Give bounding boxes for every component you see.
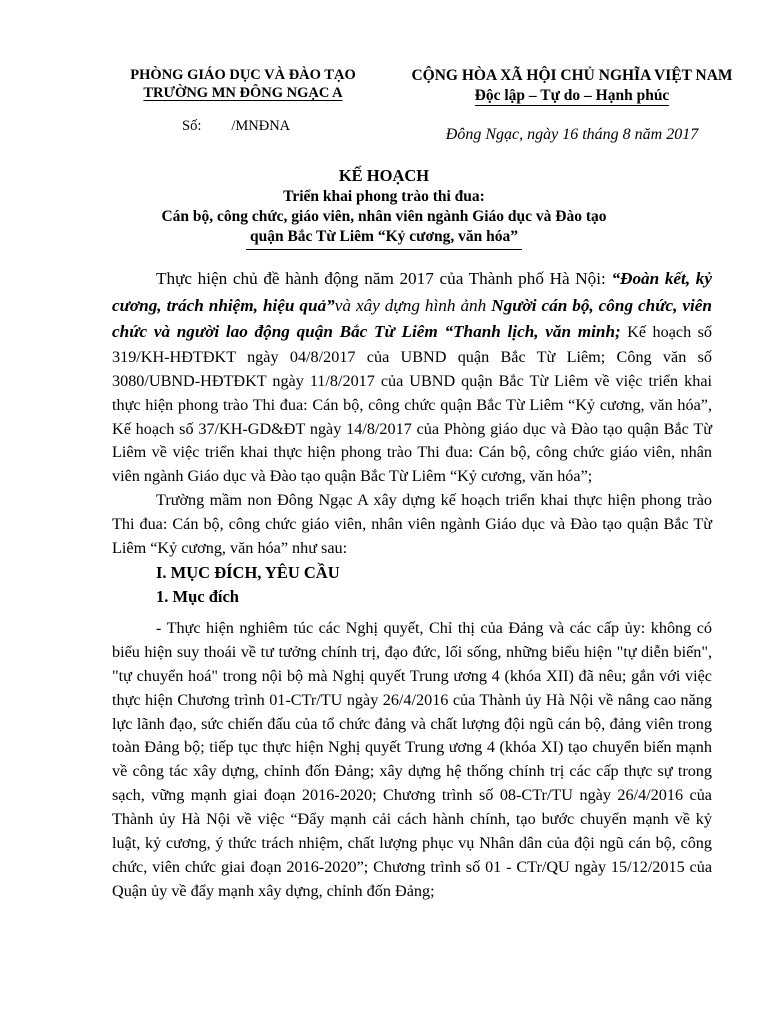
title-subtitle-2: Cán bộ, công chức, giáo viên, nhân viên ngành Giáo dục và Đào tạo: [161, 208, 607, 225]
document-body: [112, 266, 712, 904]
school-name: TRƯỜNG MN ĐÔNG NGẠC A: [143, 85, 343, 101]
title-subtitle-1: Triển khai phong trào thi đua:: [283, 188, 485, 205]
document-number: [182, 118, 290, 135]
document-number-code: /MNĐNA: [231, 118, 291, 134]
document-number-label: Số:: [182, 118, 202, 134]
department-name: PHÒNG GIÁO DỤC VÀ ĐÀO TẠO: [130, 67, 356, 83]
national-name: CỘNG HÒA XÃ HỘI CHỦ NGHĨA VIỆT NAM: [411, 67, 733, 84]
intro-text-c: và xây dựng hình ảnh: [334, 295, 492, 315]
intro-image-phrase: Người cán bộ, công chức, viên chức và người lao động quận Bắc Từ Liêm “Thanh lịch, văn minh;: [112, 295, 712, 342]
document-title: KẾ HOẠCH: [338, 166, 430, 185]
issuing-agency-header: [108, 66, 378, 102]
national-motto: Độc lập – Tự do – Hạnh phúc: [474, 87, 670, 104]
intro-slogan: “Đoàn kết, kỷ cương, trách nhiệm, hiệu quả”: [112, 269, 712, 315]
document-date: Đông Ngạc, ngày 16 tháng 8 năm 2017: [445, 126, 699, 143]
document-title-block: [100, 165, 668, 250]
school-plan-paragraph: Trường mầm non Đông Ngạc A xây dựng kế hoạch triển khai thực hiện phong trào Thi đua: Cán bộ, công chức giáo viên, nhân viên ngành Giáo dục và Đào tạo quận Bắc Từ Liêm “Kỷ cương, văn hóa” như sau:: [112, 491, 712, 558]
national-header: [384, 66, 760, 106]
intro-text-e: Kế hoạch số 319/KH-HĐTĐKT ngày 04/8/2017 của UBND quận Bắc Từ Liêm; Công văn số 3080/UBND-HĐTĐKT ngày 11/8/2017 của UBND quận Bắc Từ Liêm về việc triển khai thực hiện phong trào Thi đua: Cán bộ, công chức quận Bắc Từ Liêm “Kỷ cương, văn hóa”, Kế hoạch số 37/KH-GD&ĐT ngày 14/8/2017 của Phòng giáo dục và Đào tạo quận Bắc Từ Liêm về việc triển khai thực hiện phong trào Thi đua: Cán bộ, công chức giáo viên, nhân viên ngành Giáo dục và Đào tạo quận Bắc Từ Liêm “Kỷ cương, văn hóa”;: [112, 323, 713, 486]
section-heading-1: I. MỤC ĐÍCH, YÊU CẦU: [156, 562, 340, 582]
title-subtitle-3: quận Bắc Từ Liêm “Kỷ cương, văn hóa”: [246, 227, 522, 250]
intro-paragraph: [112, 266, 712, 489]
intro-text-a: Thực hiện chủ đề hành động năm 2017 của Thành phố Hà Nội:: [156, 269, 612, 288]
purpose-paragraph: - Thực hiện nghiêm túc các Nghị quyết, Chỉ thị của Đảng và các cấp ủy: không có biểu hiện suy thoái về tư tưởng chính trị, đạo đức, lối sống, những biểu hiện "tự diễn biến", "tự chuyển hoá" trong nội bộ mà Nghị quyết Trung ương 4 (khóa XII) đã nêu; gắn với việc thực hiện Chương trình 01-CTr/TU ngày 26/4/2016 của Thành ủy Hà Nội về nâng cao năng lực lãnh đạo, sức chiến đấu của tổ chức đảng và chất lượng đội ngũ cán bộ, đảng viên trong toàn Đảng bộ; tiếp tục thực hiện Nghị quyết Trung ương 4 (khóa XI) tạo chuyển biến mạnh về công tác xây dựng, chỉnh đốn Đảng; xây dựng hệ thống chính trị các cấp thực sự trong sạch, vững mạnh giai đoạn 2016-2020; Chương trình số 08-CTr/TU ngày 26/4/2016 của Thành ủy Hà Nội về việc “Đẩy mạnh cải cách hành chính, tạo bước chuyển mạnh về kỷ luật, kỷ cương, ý thức trách nhiệm, chất lượng phục vụ Nhân dân của đội ngũ cán bộ, công chức, viên chức giai đoạn 2016-2020”; Chương trình số 01 - CTr/QU ngày 15/12/2015 của Quận ủy về đẩy mạnh xây dựng, chỉnh đốn Đảng;: [112, 618, 712, 900]
subsection-heading-1: 1. Mục đích: [156, 586, 239, 606]
